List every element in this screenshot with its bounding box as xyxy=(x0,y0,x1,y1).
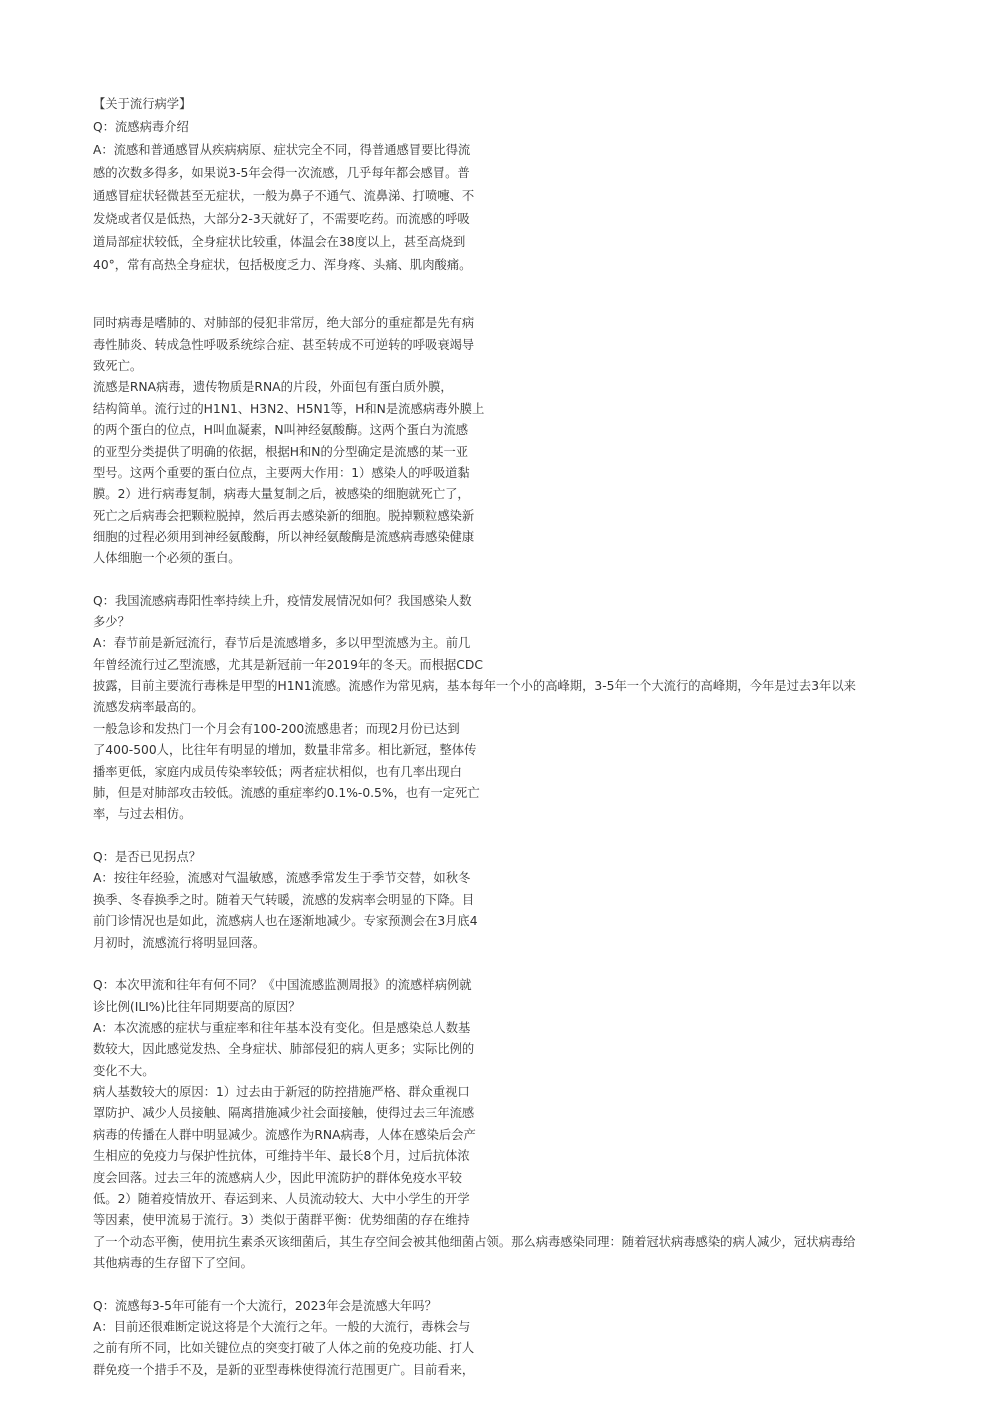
text-line: 发烧或者仅是低热，大部分2-3天就好了，不需要吃药。而流感的呼吸 xyxy=(93,212,470,226)
text-line: 病人基数较大的原因：1）过去由于新冠的防控措施严格、群众重视口 xyxy=(93,1085,470,1099)
text-line: 播率更低，家庭内成员传染率较低；两者症状相似，也有几率出现白 xyxy=(93,765,462,779)
answer-line: A：按往年经验，流感对气温敏感，流感季常发生于季节交替，如秋冬 xyxy=(93,871,471,885)
answer-line: A：本次流感的症状与重症率和往年基本没有变化。但是感染总人数基 xyxy=(93,1021,471,1035)
text-line: 道局部症状较低，全身症状比较重，体温会在38度以上，甚至高烧到 xyxy=(93,235,466,249)
text-line: 月初时，流感流行将明显回落。 xyxy=(93,936,266,950)
text-line: 等因素，使甲流易于流行。3）类似于菌群平衡：优势细菌的存在维持 xyxy=(93,1213,470,1227)
question-line: 诊比例(ILI%)比往年同期要高的原因？ xyxy=(93,1000,301,1014)
text-line: 结构简单。流行过的H1N1、H3N2、H5N1等，H和N是流感病毒外膜上 xyxy=(93,402,485,416)
text-line: 的亚型分类提供了明确的依据，根据H和N的分型确定是流感的某一亚 xyxy=(93,445,469,459)
text-line: 率，与过去相仿。 xyxy=(93,807,192,821)
text-line: 披露，目前主要流行毒株是甲型的H1N1流感。流感作为常见病，基本每年一个小的高峰期，3-5年一个大流行的高峰期，今年是过去3年以来 xyxy=(93,679,856,693)
text-line: 同时病毒是嗜肺的、对肺部的侵犯非常厉，绝大部分的重症都是先有病 xyxy=(93,316,475,330)
text-line: 致死亡。 xyxy=(93,359,143,373)
text-line: 了一个动态平衡，使用抗生素杀灭该细菌后，其生存空间会被其他细菌占领。那么病毒感染同理：随着冠状病毒感染的病人减少，冠状病毒给 xyxy=(93,1235,856,1249)
text-line: 了400-500人，比往年有明显的增加，数量非常多。相比新冠，整体传 xyxy=(93,743,477,757)
text-line: 群免疫一个措手不及，是新的亚型毒株使得流行范围更广。目前看来， xyxy=(93,1363,475,1377)
text-line: 肺，但是对肺部攻击较低。流感的重症率约0.1%-0.5%，也有一定死亡 xyxy=(93,786,480,800)
question-line: Q：我国流感病毒阳性率持续上升，疫情发展情况如何？我国感染人数 xyxy=(93,594,472,608)
section-heading: 【关于流行病学】 xyxy=(93,97,192,111)
text-line: 变化不大。 xyxy=(93,1064,155,1078)
text-line: 的两个蛋白的位点，H叫血凝素，N叫神经氨酸酶。这两个蛋白为流感 xyxy=(93,423,469,437)
text-line: 通感冒症状轻微甚至无症状，一般为鼻子不通气、流鼻涕、打喷嚏、不 xyxy=(93,189,475,203)
text-line: 细胞的过程必须用到神经氨酸酶，所以神经氨酸酶是流感病毒感染健康 xyxy=(93,530,475,544)
text-line: 年曾经流行过乙型流感，尤其是新冠前一年2019年的冬天。而根据CDC xyxy=(93,658,483,672)
text-line: 流感发病率最高的。 xyxy=(93,700,204,714)
text-line: 死亡之后病毒会把颗粒脱掉，然后再去感染新的细胞。脱掉颗粒感染新 xyxy=(93,509,475,523)
text-line: 罩防护、减少人员接触、隔离措施减少社会面接触，使得过去三年流感 xyxy=(93,1106,475,1120)
question-line: Q：流感每3-5年可能有一个大流行，2023年会是流感大年吗？ xyxy=(93,1299,437,1313)
text-line: 数较大，因此感觉发热、全身症状、肺部侵犯的病人更多；实际比例的 xyxy=(93,1042,475,1056)
text-line: 低。2）随着疫情放开、春运到来、人员流动较大、大中小学生的开学 xyxy=(93,1192,470,1206)
text-line: 度会回落。过去三年的流感病人少，因此甲流防护的群体免疫水平较 xyxy=(93,1171,462,1185)
text-line: 膜。2）进行病毒复制，病毒大量复制之后，被感染的细胞就死亡了， xyxy=(93,487,470,501)
answer-line: A：春节前是新冠流行，春节后是流感增多，多以甲型流感为主。前几 xyxy=(93,636,471,650)
text-line: 人体细胞一个必须的蛋白。 xyxy=(93,551,241,565)
answer-line: A：流感和普通感冒从疾病病原、症状完全不同，得普通感冒要比得流 xyxy=(93,143,471,157)
text-line: 毒性肺炎、转成急性呼吸系统综合症、甚至转成不可逆转的呼吸衰竭导 xyxy=(93,338,475,352)
question-line: Q：是否已见拐点？ xyxy=(93,850,202,864)
text-line: 其他病毒的生存留下了空间。 xyxy=(93,1256,253,1270)
text-line: 生相应的免疫力与保护性抗体，可维持半年、最长8个月，过后抗体浓 xyxy=(93,1149,470,1163)
question-line: Q：流感病毒介绍 xyxy=(93,120,189,134)
text-line: 之前有所不同，比如关键位点的突变打破了人体之前的免疫功能、打人 xyxy=(93,1341,475,1355)
answer-line: A：目前还很难断定说这将是个大流行之年。一般的大流行，毒株会与 xyxy=(93,1320,471,1334)
question-line: Q：本次甲流和往年有何不同？《中国流感监测周报》的流感样病例就 xyxy=(93,978,472,992)
text-line: 型号。这两个重要的蛋白位点，主要两大作用：1）感染人的呼吸道黏 xyxy=(93,466,470,480)
text-line: 流感是RNA病毒，遗传物质是RNA的片段，外面包有蛋白质外膜， xyxy=(93,380,453,394)
text-line: 换季、冬春换季之时。随着天气转暖，流感的发病率会明显的下降。目 xyxy=(93,893,475,907)
text-line: 一般急诊和发热门一个月会有100-200流感患者；而现2月份已达到 xyxy=(93,722,460,736)
text-line: 前门诊情况也是如此，流感病人也在逐渐地减少。专家预测会在3月底4 xyxy=(93,914,478,928)
text-line: 病毒的传播在人群中明显减少。流感作为RNA病毒，人体在感染后会产 xyxy=(93,1128,476,1142)
text-line: 感的次数多得多，如果说3-5年会得一次流感，几乎每年都会感冒。普 xyxy=(93,166,470,180)
question-line: 多少？ xyxy=(93,615,130,629)
text-line: 40°，常有高热全身症状，包括极度乏力、浑身疼、头痛、肌肉酸痛。 xyxy=(93,258,472,272)
